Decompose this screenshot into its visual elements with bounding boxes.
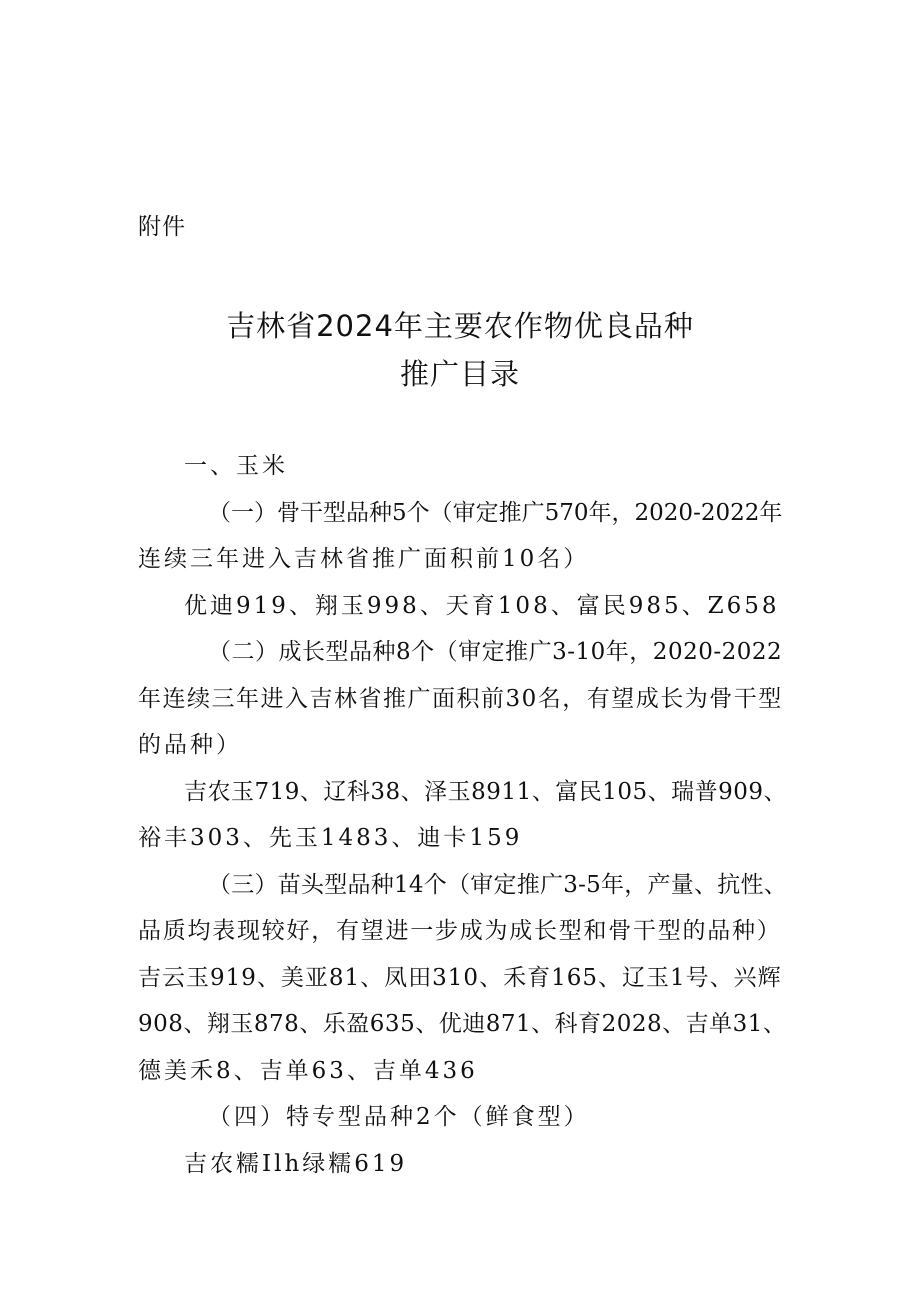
section-heading-corn: 一、玉米 — [184, 453, 288, 479]
attachment-label: 附件 — [138, 214, 186, 240]
document-title — [0, 302, 920, 398]
title-line-1: 吉林省2024年主要农作物优良品种 — [226, 309, 694, 343]
title-line-2: 推广目录 — [399, 357, 520, 391]
subsection-3-heading-line-2: 品质均表现较好，有望进一步成为成长型和骨干型的品种） — [138, 918, 782, 944]
subsection-2-heading-line-3: 的品种） — [138, 732, 242, 758]
subsection-4-heading: （四）特专型品种2个（鲜食型） — [208, 1104, 590, 1130]
subsection-3-varieties-line-2: 908、翔玉878、乐盈635、优迪871、科育2028、吉单31、 — [138, 1011, 787, 1037]
subsection-4-varieties: 吉农糯Ilh绿糯619 — [184, 1150, 408, 1177]
subsection-2-varieties-line-2: 裕丰303、先玉1483、迪卡159 — [138, 825, 523, 851]
document-body — [138, 443, 786, 1187]
subsection-3-heading-line-1: （三）苗头型品种14个（审定推广3-5年，产量、抗性、 — [208, 871, 788, 898]
subsection-3-varieties-line-1: 吉云玉919、美亚81、凤田310、禾育165、辽玉1号、兴辉 — [138, 964, 782, 991]
subsection-2-heading-line-2: 年连续三年进入吉林省推广面积前30名，有望成长为骨干型 — [138, 685, 783, 712]
subsection-3-varieties-line-3: 德美禾8、吉单63、吉单436 — [138, 1057, 478, 1084]
subsection-1-varieties: 优迪919、翔玉998、天育108、富民985、Z658 — [184, 592, 780, 619]
subsection-1-heading-line-2: 连续三年进入吉林省推广面积前10名） — [138, 546, 590, 572]
subsection-1-heading-line-1: （一）骨干型品种5个（审定推广570年，2020-2022年 — [208, 499, 783, 526]
subsection-2-varieties-line-1: 吉农玉719、辽科38、泽玉8911、富民105、瑞普909、 — [184, 778, 787, 805]
subsection-2-heading-line-1: （二）成长型品种8个（审定推广3-10年，2020-2022 — [208, 639, 783, 665]
